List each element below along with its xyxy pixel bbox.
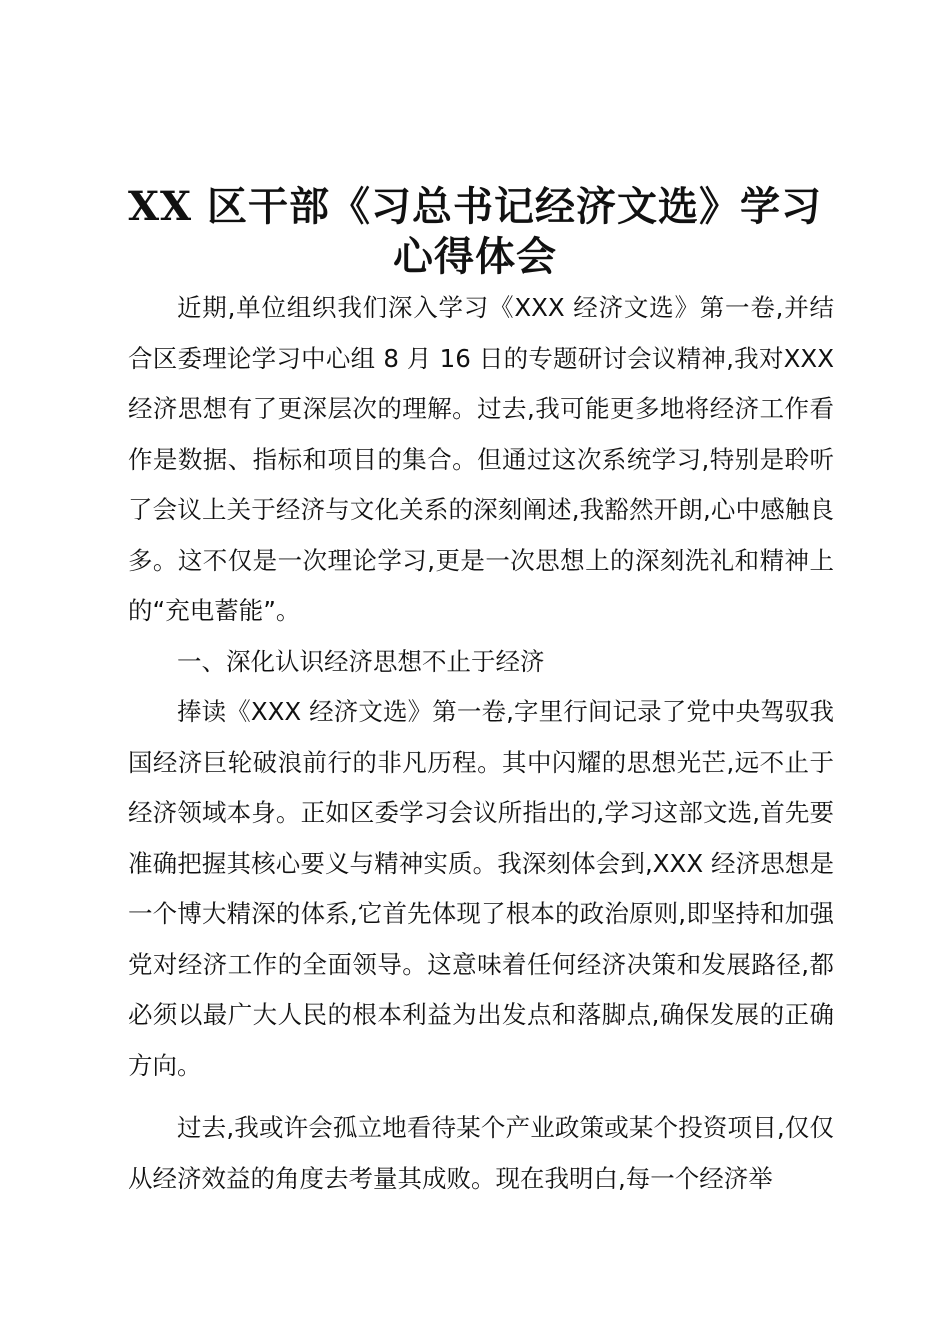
document-body [128, 283, 834, 1204]
paragraph-section-1: 捧读《XXX 经济文选》第一卷,字里行间记录了党中央驾驭我国经济巨轮破浪前行的非凡历程。其中闪耀的思想光芒,远不止于经济领域本身。正如区委学习会议所指出的,学习这部文选,首先要准确把握其核心要义与精神实质。我深刻体会到,XXX 经济思想是一个博大精深的体系,它首先体现了根本的政治原则,即坚持和加强党对经济工作的全面领导。这意味着任何经济决策和发展路径,都必须以最广大人民的根本利益为出发点和落脚点,确保发展的正确方向。 [128, 697, 834, 1080]
title-line-1: XX 区干部《习总书记经济文选》学习 [128, 183, 822, 230]
paragraph-intro: 近期,单位组织我们深入学习《XXX 经济文选》第一卷,并结合区委理论学习中心组 8 月 16 日的专题研讨会议精神,我对XXX 经济思想有了更深层次的理解。过去,我可能更多地将经济工作看作是数据、指标和项目的集合。但通过这次系统学习,特别是聆听了会议上关于经济与文化关系的深刻阐述,我豁然开朗,心中感触良多。这不仅是一次理论学习,更是一次思想上的深刻洗礼和精神上的“充电蓄能”。 [128, 293, 834, 625]
title-line-2: 心得体会 [393, 233, 557, 280]
paragraph-section-1-continued: 过去,我或许会孤立地看待某个产业政策或某个投资项目,仅仅从经济效益的角度去考量其成败。现在我明白,每一个经济举 [128, 1113, 834, 1193]
section-heading-1: 一、深化认识经济思想不止于经济 [177, 646, 545, 676]
document-title [90, 182, 860, 282]
